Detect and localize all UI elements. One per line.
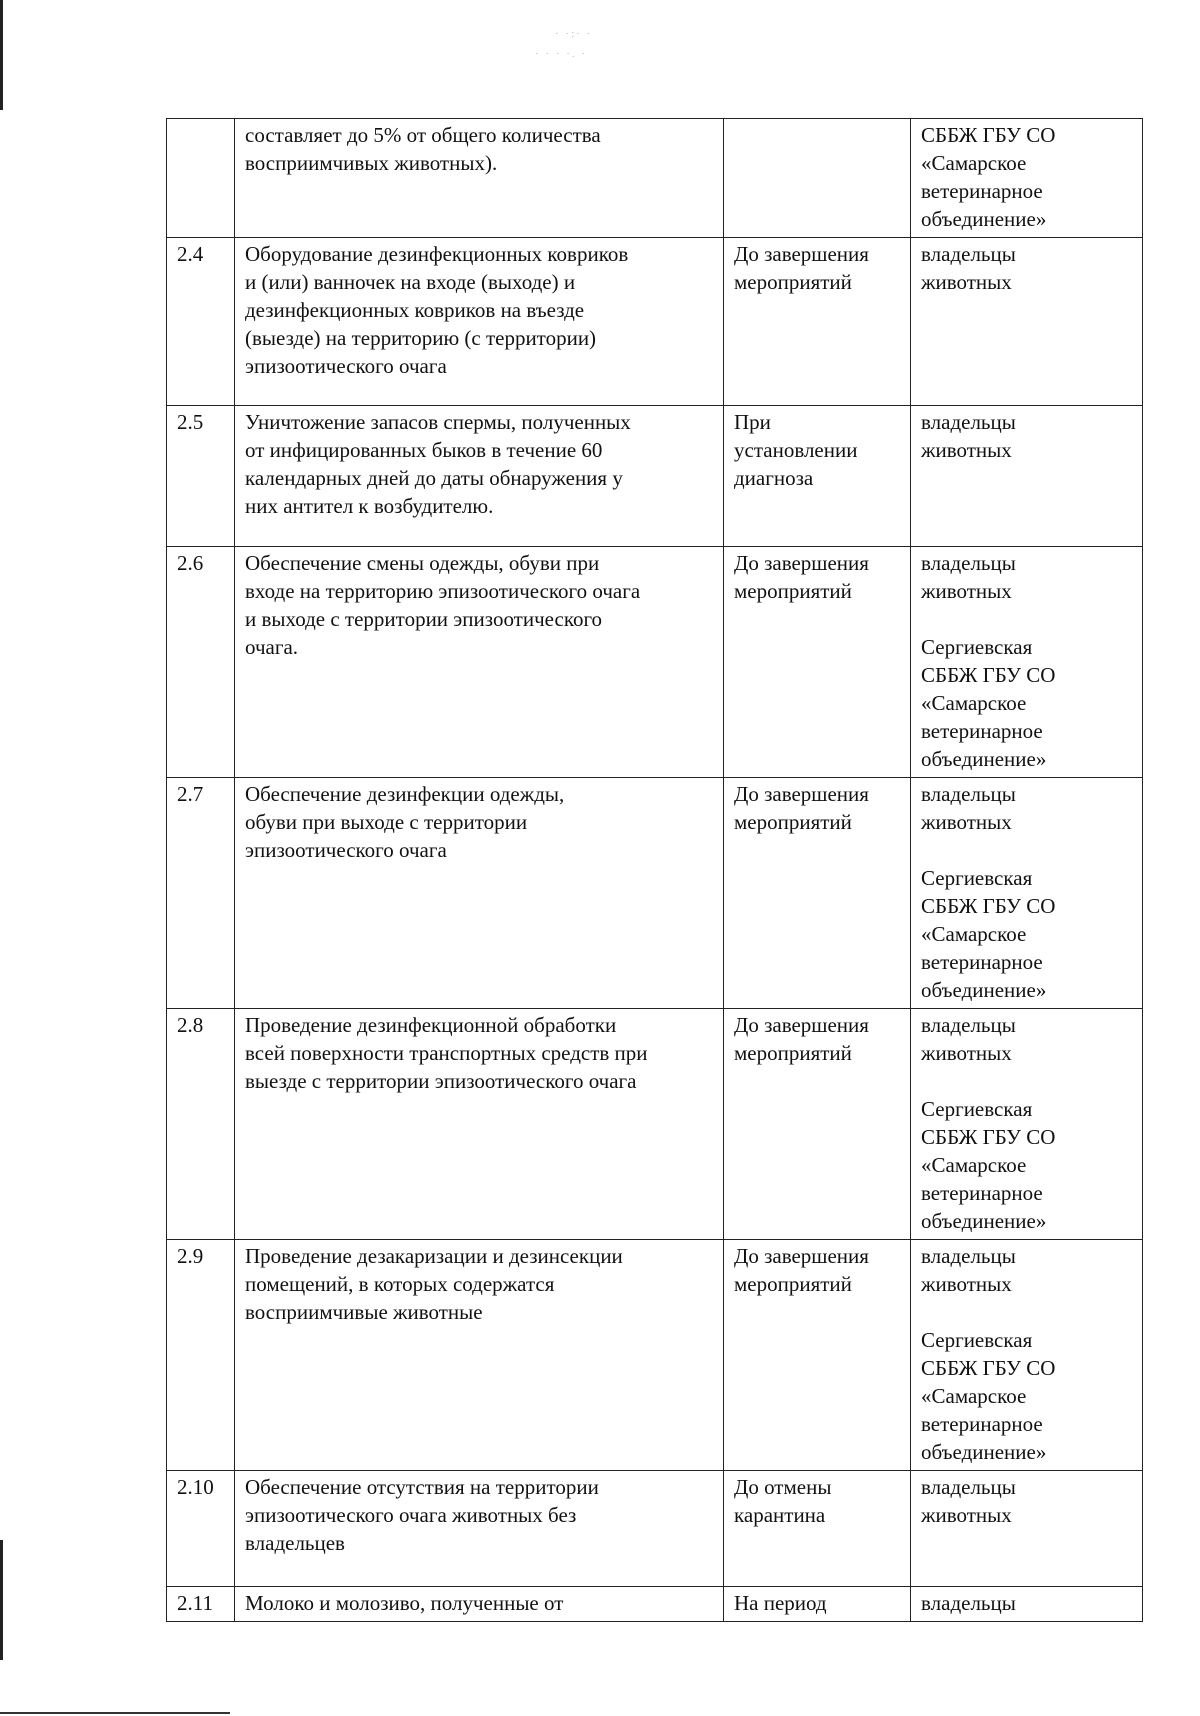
responsible-cell: СББЖ ГБУ СО «Самарское ветеринарное объединение» bbox=[911, 119, 1143, 238]
table-row bbox=[167, 1240, 1143, 1471]
term-cell: До завершения мероприятий bbox=[724, 1009, 911, 1240]
row-number: 2.11 bbox=[167, 1587, 235, 1622]
table-row bbox=[167, 406, 1143, 547]
measure-cell: Проведение дезинфекционной обработки всей поверхности транспортных средств при выезде с территории эпизоотического очага bbox=[235, 1009, 724, 1240]
table-row bbox=[167, 1009, 1143, 1240]
term-cell: При установлении диагноза bbox=[724, 406, 911, 547]
scan-edge-mark bbox=[0, 1540, 3, 1660]
row-number: 2.9 bbox=[167, 1240, 235, 1471]
responsible-cell: владельцы животных Сергиевская СББЖ ГБУ СО «Самарское ветеринарное объединение» bbox=[911, 778, 1143, 1009]
term-cell: На период bbox=[724, 1587, 911, 1622]
row-number: 2.5 bbox=[167, 406, 235, 547]
row-number: 2.7 bbox=[167, 778, 235, 1009]
responsible-cell: владельцы животных Сергиевская СББЖ ГБУ СО «Самарское ветеринарное объединение» bbox=[911, 547, 1143, 778]
table-row bbox=[167, 547, 1143, 778]
table-row bbox=[167, 778, 1143, 1009]
term-cell bbox=[724, 119, 911, 238]
row-number: 2.4 bbox=[167, 238, 235, 406]
table-row bbox=[167, 238, 1143, 406]
scan-edge-mark bbox=[0, 0, 3, 110]
term-cell: До отмены карантина bbox=[724, 1471, 911, 1587]
row-number: 2.6 bbox=[167, 547, 235, 778]
measure-cell: Уничтожение запасов спермы, полученных от инфицированных быков в течение 60 календарных дней до даты обнаружения у них антител к возбудителю. bbox=[235, 406, 724, 547]
measure-cell: Проведение дезакаризации и дезинсекции помещений, в которых содержатся восприимчивые животные bbox=[235, 1240, 724, 1471]
row-number: 2.8 bbox=[167, 1009, 235, 1240]
table-row bbox=[167, 1471, 1143, 1587]
measure-cell: Обеспечение отсутствия на территории эпизоотического очага животных без владельцев bbox=[235, 1471, 724, 1587]
term-cell: До завершения мероприятий bbox=[724, 778, 911, 1009]
scan-noise: · ·:· · bbox=[555, 28, 593, 40]
term-cell: До завершения мероприятий bbox=[724, 547, 911, 778]
table-row bbox=[167, 119, 1143, 238]
measure-cell: Обеспечение дезинфекции одежды, обуви при выходе с территории эпизоотического очага bbox=[235, 778, 724, 1009]
term-cell: До завершения мероприятий bbox=[724, 238, 911, 406]
row-number: 2.10 bbox=[167, 1471, 235, 1587]
table-row bbox=[167, 1587, 1143, 1622]
row-number bbox=[167, 119, 235, 238]
measures-table bbox=[166, 118, 1143, 1622]
responsible-cell: владельцы животных Сергиевская СББЖ ГБУ СО «Самарское ветеринарное объединение» bbox=[911, 1240, 1143, 1471]
term-cell: До завершения мероприятий bbox=[724, 1240, 911, 1471]
responsible-cell: владельцы животных bbox=[911, 406, 1143, 547]
scan-noise: · · · ·. · bbox=[535, 48, 588, 60]
responsible-cell: владельцы животных bbox=[911, 238, 1143, 406]
responsible-cell: владельцы животных Сергиевская СББЖ ГБУ СО «Самарское ветеринарное объединение» bbox=[911, 1009, 1143, 1240]
measure-cell: Оборудование дезинфекционных ковриков и (или) ванночек на входе (выходе) и дезинфекционных ковриков на въезде (выезде) на территорию (с территории) эпизоотического очага bbox=[235, 238, 724, 406]
scan-edge-mark bbox=[0, 1712, 230, 1714]
measure-cell: составляет до 5% от общего количества восприимчивых животных). bbox=[235, 119, 724, 238]
responsible-cell: владельцы bbox=[911, 1587, 1143, 1622]
measure-cell: Обеспечение смены одежды, обуви при входе на территорию эпизоотического очага и выходе с территории эпизоотического очага. bbox=[235, 547, 724, 778]
measure-cell: Молоко и молозиво, полученные от bbox=[235, 1587, 724, 1622]
responsible-cell: владельцы животных bbox=[911, 1471, 1143, 1587]
